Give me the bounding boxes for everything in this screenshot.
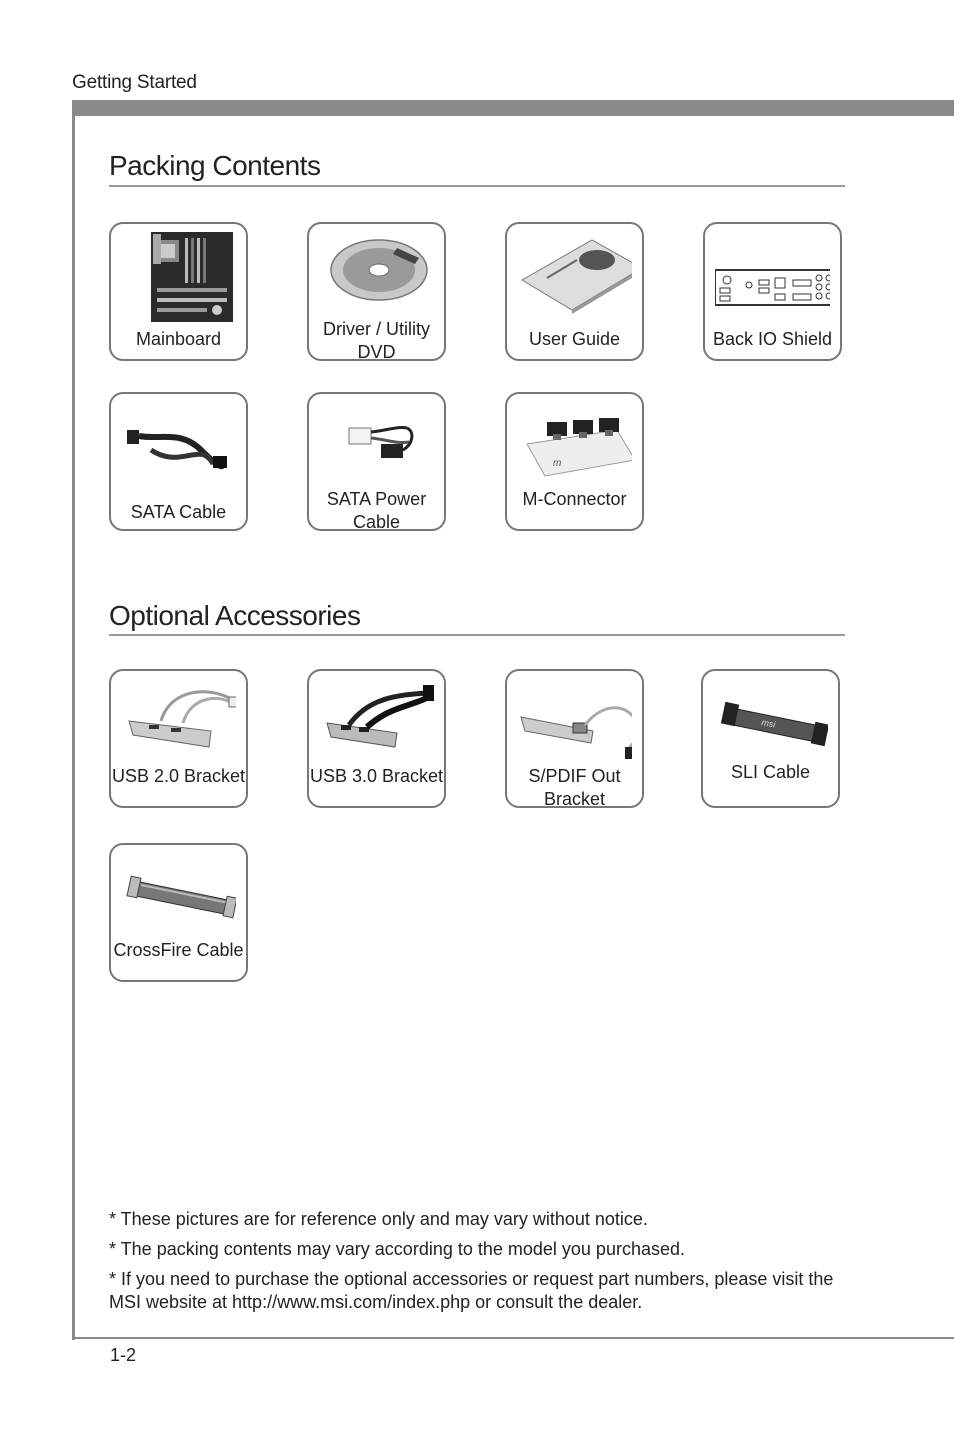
footnote: * These pictures are for reference only and may vary without notice. [109,1209,648,1229]
card-mainboard [109,222,248,361]
user-guide-icon [517,230,632,322]
sli-cable-icon [713,677,828,769]
m-connector-icon [517,400,632,492]
spdif-bracket-icon [517,677,632,769]
card-sata-cable [109,392,248,531]
card-usb2-bracket [109,669,248,808]
item-label: M-Connector [522,489,627,509]
card-io-shield [703,222,842,361]
optional-accessories-rule [109,634,845,636]
card-m-connector [505,392,644,531]
item-label: S/PDIF Out Bracket [528,766,621,809]
crossfire-cable-icon [121,851,236,943]
item-label: Back IO Shield [712,329,833,349]
item-label: CrossFire Cable [113,940,244,960]
item-label: SATA Cable [130,502,227,522]
card-crossfire-cable [109,843,248,982]
svg-text:msi: msi [760,717,777,730]
card-sata-power-cable [307,392,446,531]
footnote: * The packing contents may vary according to the model you purchased. [109,1239,685,1259]
dvd-icon [319,230,434,322]
footer-rule [72,1337,954,1339]
item-label: SLI Cable [730,762,811,782]
optional-accessories-title: Optional Accessories [109,600,361,631]
item-label: Mainboard [135,329,222,349]
card-user-guide [505,222,644,361]
item-label: Driver / Utility DVD [323,319,430,362]
item-label: USB 2.0 Bracket [111,766,246,786]
usb2-bracket-icon [121,677,236,769]
packing-contents-title: Packing Contents [109,150,321,181]
card-dvd [307,222,446,361]
usb3-bracket-icon [319,677,434,769]
packing-contents-rule [109,185,845,187]
page-number: 1-2 [110,1345,137,1365]
io-shield-icon [715,230,830,322]
item-label: SATA Power Cable [326,489,427,532]
item-label: USB 3.0 Bracket [309,766,444,786]
chapter-label: Getting Started [72,72,197,93]
sata-power-cable-icon [319,400,434,492]
sata-cable-icon [121,400,236,492]
card-sli-cable [701,669,840,808]
footnotes [109,1208,854,1321]
header-bar [72,100,954,116]
mainboard-icon [121,230,236,322]
svg-text:m: m [553,458,562,469]
item-label: User Guide [528,329,621,349]
card-usb3-bracket [307,669,446,808]
card-spdif-bracket [505,669,644,808]
footnote: * If you need to purchase the optional accessories or request part numbers, please visit the MSI website at http://www.msi.com/index.php or consult the dealer. [109,1269,834,1312]
left-margin-rule [72,100,75,1340]
